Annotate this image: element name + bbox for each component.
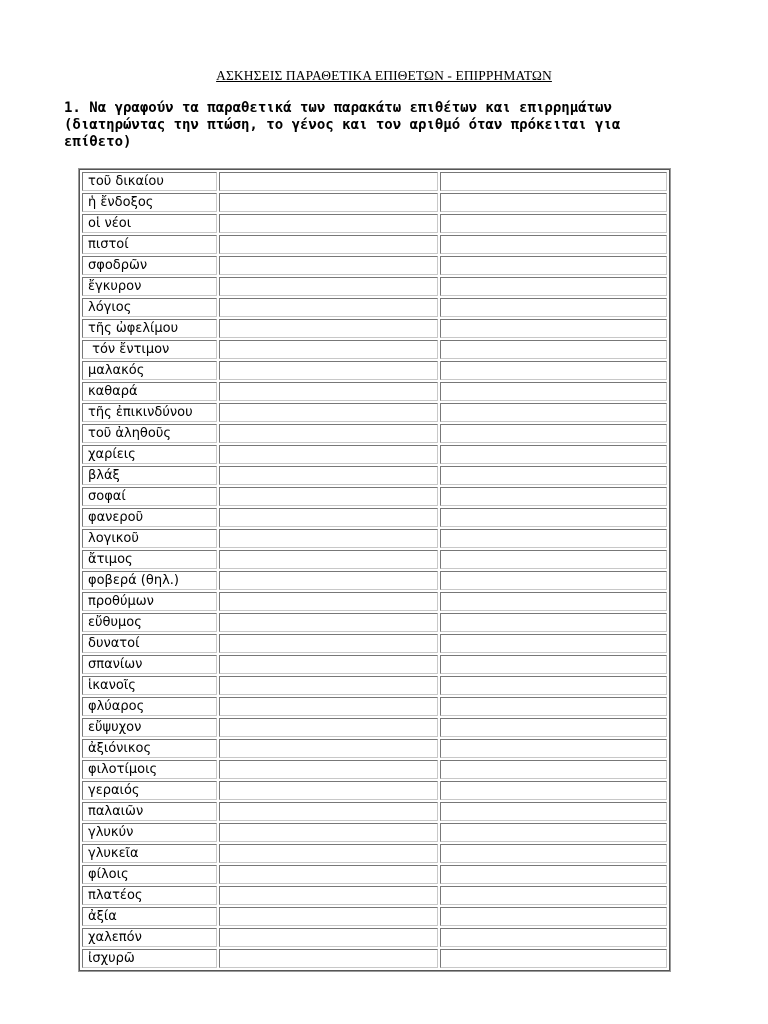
comparative-answer-cell[interactable] (219, 529, 438, 548)
superlative-answer-cell[interactable] (440, 361, 667, 380)
comparative-answer-cell[interactable] (219, 697, 438, 716)
comparative-answer-cell[interactable] (219, 760, 438, 779)
word-cell: φλύαρος (82, 697, 217, 716)
superlative-answer-cell[interactable] (440, 949, 667, 968)
word-cell: ἰσχυρῶ (82, 949, 217, 968)
word-cell: σοφαί (82, 487, 217, 506)
table-row (82, 340, 667, 359)
comparative-answer-cell[interactable] (219, 613, 438, 632)
table-row (82, 298, 667, 317)
table-row (82, 718, 667, 737)
comparative-answer-cell[interactable] (219, 634, 438, 653)
table-row (82, 634, 667, 653)
superlative-answer-cell[interactable] (440, 823, 667, 842)
superlative-answer-cell[interactable] (440, 613, 667, 632)
table-row (82, 823, 667, 842)
superlative-answer-cell[interactable] (440, 298, 667, 317)
table-row (82, 928, 667, 947)
comparative-answer-cell[interactable] (219, 571, 438, 590)
superlative-answer-cell[interactable] (440, 235, 667, 254)
table-row (82, 424, 667, 443)
comparative-answer-cell[interactable] (219, 340, 438, 359)
comparative-answer-cell[interactable] (219, 298, 438, 317)
superlative-answer-cell[interactable] (440, 487, 667, 506)
word-cell: δυνατοί (82, 634, 217, 653)
word-cell: εὔθυμος (82, 613, 217, 632)
word-cell: λόγιος (82, 298, 217, 317)
exercise-table-body (82, 172, 667, 968)
table-row (82, 907, 667, 926)
comparative-answer-cell[interactable] (219, 214, 438, 233)
superlative-answer-cell[interactable] (440, 193, 667, 212)
exercise-table (79, 169, 670, 971)
word-cell: γλυκύν (82, 823, 217, 842)
superlative-answer-cell[interactable] (440, 256, 667, 275)
table-row (82, 403, 667, 422)
table-row (82, 529, 667, 548)
superlative-answer-cell[interactable] (440, 718, 667, 737)
superlative-answer-cell[interactable] (440, 634, 667, 653)
word-cell: ἔγκυρον (82, 277, 217, 296)
word-cell: φοβερά (θηλ.) (82, 571, 217, 590)
table-row (82, 193, 667, 212)
comparative-answer-cell[interactable] (219, 676, 438, 695)
superlative-answer-cell[interactable] (440, 319, 667, 338)
word-cell: τοῦ ἀληθοῦς (82, 424, 217, 443)
table-row (82, 172, 667, 191)
comparative-answer-cell[interactable] (219, 718, 438, 737)
superlative-answer-cell[interactable] (440, 340, 667, 359)
word-cell: τῆς ὠφελίμου (82, 319, 217, 338)
superlative-answer-cell[interactable] (440, 403, 667, 422)
table-row (82, 445, 667, 464)
word-cell: σπανίων (82, 655, 217, 674)
word-cell: πλατέος (82, 886, 217, 905)
comparative-answer-cell[interactable] (219, 550, 438, 569)
word-cell: τόν ἔντιμον (82, 340, 217, 359)
table-row (82, 487, 667, 506)
comparative-answer-cell[interactable] (219, 802, 438, 821)
table-row (82, 676, 667, 695)
table-row (82, 256, 667, 275)
word-cell: ἀξία (82, 907, 217, 926)
superlative-answer-cell[interactable] (440, 928, 667, 947)
superlative-answer-cell[interactable] (440, 592, 667, 611)
table-row (82, 277, 667, 296)
table-row (82, 655, 667, 674)
table-row (82, 466, 667, 485)
word-cell: φανεροῦ (82, 508, 217, 527)
superlative-answer-cell[interactable] (440, 172, 667, 191)
word-cell: ἡ ἔνδοξος (82, 193, 217, 212)
comparative-answer-cell[interactable] (219, 487, 438, 506)
word-cell: παλαιῶν (82, 802, 217, 821)
superlative-answer-cell[interactable] (440, 907, 667, 926)
exercise-instructions: 1. Να γραφούν τα παραθετικά των παρακάτω επιθέτων και επιρρημάτων (διατηρώντας την πτώση, το γένος και τον αριθμό όταν πρόκειται για επίθετο) (64, 100, 621, 150)
word-cell: χαρίεις (82, 445, 217, 464)
word-cell: ἀξιόνικος (82, 739, 217, 758)
word-cell: τοῦ δικαίου (82, 172, 217, 191)
comparative-answer-cell[interactable] (219, 655, 438, 674)
word-cell: προθύμων (82, 592, 217, 611)
comparative-answer-cell[interactable] (219, 403, 438, 422)
comparative-answer-cell[interactable] (219, 508, 438, 527)
table-row (82, 382, 667, 401)
superlative-answer-cell[interactable] (440, 508, 667, 527)
superlative-answer-cell[interactable] (440, 676, 667, 695)
superlative-answer-cell[interactable] (440, 739, 667, 758)
table-row (82, 571, 667, 590)
superlative-answer-cell[interactable] (440, 277, 667, 296)
word-cell: τῆς ἐπικινδύνου (82, 403, 217, 422)
comparative-answer-cell[interactable] (219, 466, 438, 485)
comparative-answer-cell[interactable] (219, 277, 438, 296)
word-cell: οἱ νέοι (82, 214, 217, 233)
table-row (82, 361, 667, 380)
superlative-answer-cell[interactable] (440, 445, 667, 464)
page-title: ΑΣΚΗΣΕΙΣ ΠΑΡΑΘΕΤΙΚΑ ΕΠΙΘΕΤΩΝ - ΕΠΙΡΡΗΜΑΤΩΝ (216, 68, 552, 83)
comparative-answer-cell[interactable] (219, 382, 438, 401)
table-row (82, 613, 667, 632)
word-cell: ἱκανοῖς (82, 676, 217, 695)
table-row (82, 760, 667, 779)
table-row (82, 592, 667, 611)
table-row (82, 214, 667, 233)
comparative-answer-cell[interactable] (219, 424, 438, 443)
table-row (82, 802, 667, 821)
comparative-answer-cell[interactable] (219, 907, 438, 926)
word-cell: καθαρά (82, 382, 217, 401)
superlative-answer-cell[interactable] (440, 865, 667, 884)
superlative-answer-cell[interactable] (440, 550, 667, 569)
table-row (82, 844, 667, 863)
comparative-answer-cell[interactable] (219, 445, 438, 464)
comparative-answer-cell[interactable] (219, 172, 438, 191)
comparative-answer-cell[interactable] (219, 928, 438, 947)
superlative-answer-cell[interactable] (440, 571, 667, 590)
table-row (82, 886, 667, 905)
comparative-answer-cell[interactable] (219, 235, 438, 254)
word-cell: χαλεπόν (82, 928, 217, 947)
word-cell: σφοδρῶν (82, 256, 217, 275)
table-row (82, 697, 667, 716)
superlative-answer-cell[interactable] (440, 802, 667, 821)
word-cell: πιστοί (82, 235, 217, 254)
superlative-answer-cell[interactable] (440, 781, 667, 800)
comparative-answer-cell[interactable] (219, 361, 438, 380)
superlative-answer-cell[interactable] (440, 424, 667, 443)
table-row (82, 865, 667, 884)
table-row (82, 949, 667, 968)
word-cell: φιλοτίμοις (82, 760, 217, 779)
table-row (82, 781, 667, 800)
comparative-answer-cell[interactable] (219, 823, 438, 842)
word-cell: βλάξ (82, 466, 217, 485)
superlative-answer-cell[interactable] (440, 655, 667, 674)
word-cell: φίλοις (82, 865, 217, 884)
comparative-answer-cell[interactable] (219, 949, 438, 968)
comparative-answer-cell[interactable] (219, 193, 438, 212)
superlative-answer-cell[interactable] (440, 466, 667, 485)
superlative-answer-cell[interactable] (440, 382, 667, 401)
word-cell: γεραιός (82, 781, 217, 800)
comparative-answer-cell[interactable] (219, 865, 438, 884)
comparative-answer-cell[interactable] (219, 319, 438, 338)
comparative-answer-cell[interactable] (219, 781, 438, 800)
superlative-answer-cell[interactable] (440, 214, 667, 233)
word-cell: μαλακός (82, 361, 217, 380)
word-cell: γλυκεῖα (82, 844, 217, 863)
table-row (82, 235, 667, 254)
word-cell: εὔψυχον (82, 718, 217, 737)
superlative-answer-cell[interactable] (440, 529, 667, 548)
superlative-answer-cell[interactable] (440, 844, 667, 863)
comparative-answer-cell[interactable] (219, 739, 438, 758)
superlative-answer-cell[interactable] (440, 697, 667, 716)
table-row (82, 508, 667, 527)
comparative-answer-cell[interactable] (219, 256, 438, 275)
superlative-answer-cell[interactable] (440, 886, 667, 905)
table-row (82, 319, 667, 338)
table-row (82, 739, 667, 758)
comparative-answer-cell[interactable] (219, 844, 438, 863)
superlative-answer-cell[interactable] (440, 760, 667, 779)
word-cell: λογικοῦ (82, 529, 217, 548)
table-row (82, 550, 667, 569)
comparative-answer-cell[interactable] (219, 592, 438, 611)
word-cell: ἄτιμος (82, 550, 217, 569)
comparative-answer-cell[interactable] (219, 886, 438, 905)
